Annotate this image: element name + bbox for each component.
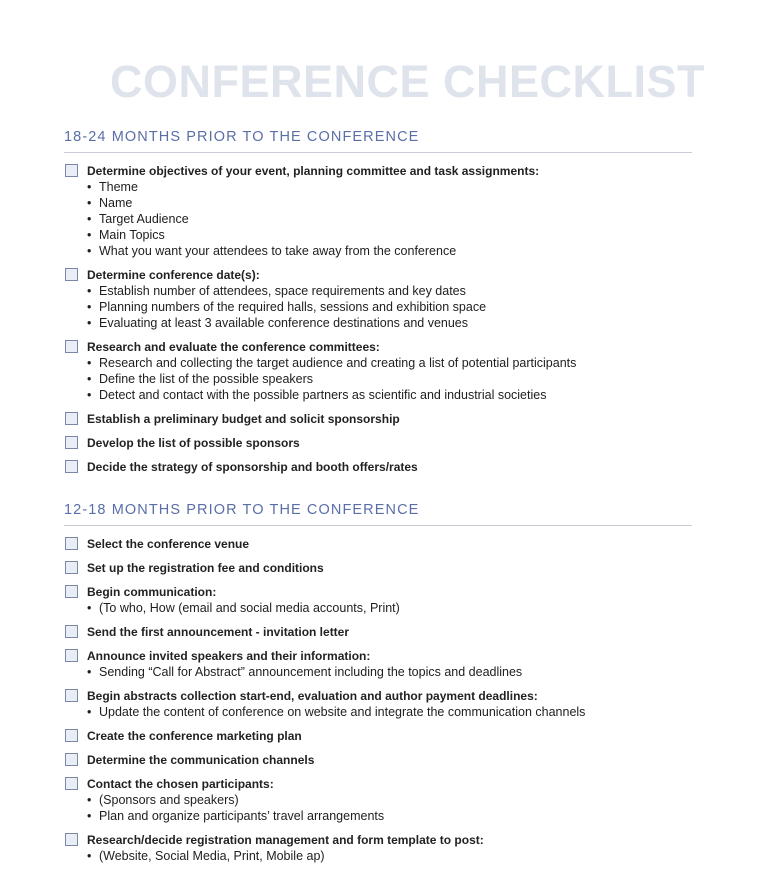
sub-item: [87, 283, 725, 299]
checklist-item-label: Set up the registration fee and conditions: [87, 561, 324, 575]
sub-item-text: Sending “Call for Abstract” announcement including the topics and deadlines: [99, 665, 523, 679]
checklist-item-label: Contact the chosen participants:: [87, 777, 274, 791]
bullet-icon: •: [87, 705, 92, 719]
page-title: CONFERENCE CHECKLIST: [110, 56, 706, 107]
checklist-item-label: Select the conference venue: [87, 537, 250, 551]
checklist-item-label: Decide the strategy of sponsorship and booth offers/rates: [87, 460, 418, 474]
sub-item-text: (To who, How (email and social media accounts, Print): [99, 601, 400, 615]
checklist-item-label: Send the first announcement - invitation letter: [87, 625, 350, 639]
checklist-item: [65, 560, 725, 576]
bullet-icon: •: [87, 388, 92, 402]
bullet-icon: •: [87, 180, 92, 194]
checklist-item-label: Determine objectives of your event, planning committee and task assignments:: [87, 164, 540, 178]
sub-item: [87, 227, 725, 243]
section-items-12-18: [65, 536, 725, 872]
sub-item-text: Evaluating at least 3 available conference destinations and venues: [99, 316, 469, 330]
section-heading-18-24: 18-24 MONTHS PRIOR TO THE CONFERENCE: [64, 128, 692, 153]
checkbox[interactable]: [65, 833, 78, 846]
checklist-item-label: Establish a preliminary budget and solicit sponsorship: [87, 412, 400, 426]
sub-item: [87, 808, 725, 824]
sub-item-list: [87, 179, 725, 259]
sub-item-text: What you want your attendees to take away from the conference: [99, 244, 457, 258]
checklist-item: [65, 459, 725, 475]
sub-item-text: (Website, Social Media, Print, Mobile ap): [99, 849, 325, 863]
sub-item: [87, 355, 725, 371]
checklist-item: [65, 267, 725, 331]
sub-item-text: Name: [99, 196, 133, 210]
sub-item: [87, 792, 725, 808]
sub-item-list: [87, 355, 725, 403]
checklist-item: [65, 776, 725, 824]
sub-item-list: [87, 792, 725, 824]
checkbox[interactable]: [65, 340, 78, 353]
sub-item-text: Define the list of the possible speakers: [99, 372, 314, 386]
sub-item: [87, 211, 725, 227]
checklist-item: [65, 728, 725, 744]
checkbox[interactable]: [65, 689, 78, 702]
sub-item: [87, 704, 725, 720]
checklist-item: [65, 688, 725, 720]
sub-item-list: [87, 848, 725, 864]
checkbox[interactable]: [65, 436, 78, 449]
sub-item-text: Plan and organize participants’ travel arrangements: [99, 809, 385, 823]
bullet-icon: •: [87, 196, 92, 210]
sub-item: [87, 600, 725, 616]
checkbox[interactable]: [65, 412, 78, 425]
checklist-item: [65, 648, 725, 680]
checkbox[interactable]: [65, 585, 78, 598]
sub-item-list: [87, 283, 725, 331]
checklist-item-label: Research and evaluate the conference committees:: [87, 340, 380, 354]
sub-item-list: [87, 600, 725, 616]
section-items-18-24: [65, 163, 725, 483]
checklist-item: [65, 536, 725, 552]
sub-item-list: [87, 704, 725, 720]
bullet-icon: •: [87, 284, 92, 298]
sub-item: [87, 387, 725, 403]
checklist-item-label: Begin communication:: [87, 585, 217, 599]
checkbox[interactable]: [65, 625, 78, 638]
checklist-item: [65, 435, 725, 451]
checkbox[interactable]: [65, 164, 78, 177]
checkbox[interactable]: [65, 729, 78, 742]
checklist-item-label: Develop the list of possible sponsors: [87, 436, 300, 450]
checkbox[interactable]: [65, 460, 78, 473]
sub-item: [87, 299, 725, 315]
sub-item-text: (Sponsors and speakers): [99, 793, 239, 807]
sub-item: [87, 243, 725, 259]
sub-item-text: Establish number of attendees, space requirements and key dates: [99, 284, 466, 298]
sub-item: [87, 179, 725, 195]
checklist-item-label: Create the conference marketing plan: [87, 729, 302, 743]
checklist-item-label: Research/decide registration management and form template to post:: [87, 833, 484, 847]
sub-item-text: Research and collecting the target audience and creating a list of potential participants: [99, 356, 577, 370]
checkbox[interactable]: [65, 753, 78, 766]
sub-item-text: Update the content of conference on website and integrate the communication channels: [99, 705, 586, 719]
sub-item: [87, 848, 725, 864]
bullet-icon: •: [87, 244, 92, 258]
checkbox[interactable]: [65, 561, 78, 574]
bullet-icon: •: [87, 601, 92, 615]
checklist-item-label: Announce invited speakers and their information:: [87, 649, 371, 663]
bullet-icon: •: [87, 316, 92, 330]
sub-item-list: [87, 664, 725, 680]
checkbox[interactable]: [65, 649, 78, 662]
checklist-item-label: Begin abstracts collection start-end, evaluation and author payment deadlines:: [87, 689, 538, 703]
checkbox[interactable]: [65, 537, 78, 550]
checkbox[interactable]: [65, 268, 78, 281]
sub-item-text: Theme: [99, 180, 138, 194]
bullet-icon: •: [87, 809, 92, 823]
bullet-icon: •: [87, 793, 92, 807]
checklist-item-label: Determine conference date(s):: [87, 268, 260, 282]
checklist-item: [65, 832, 725, 864]
checklist-item: [65, 584, 725, 616]
bullet-icon: •: [87, 372, 92, 386]
bullet-icon: •: [87, 356, 92, 370]
sub-item-text: Target Audience: [99, 212, 189, 226]
bullet-icon: •: [87, 300, 92, 314]
bullet-icon: •: [87, 849, 92, 863]
sub-item: [87, 315, 725, 331]
checklist-item: [65, 624, 725, 640]
sub-item-text: Detect and contact with the possible partners as scientific and industrial societies: [99, 388, 547, 402]
checklist-item: [65, 752, 725, 768]
sub-item: [87, 371, 725, 387]
checklist-item: [65, 339, 725, 403]
checklist-item: [65, 163, 725, 259]
sub-item-text: Main Topics: [99, 228, 165, 242]
sub-item-text: Planning numbers of the required halls, sessions and exhibition space: [99, 300, 487, 314]
checklist-item: [65, 411, 725, 427]
checklist-item-label: Determine the communication channels: [87, 753, 315, 767]
checkbox[interactable]: [65, 777, 78, 790]
sub-item: [87, 195, 725, 211]
bullet-icon: •: [87, 665, 92, 679]
sub-item: [87, 664, 725, 680]
section-heading-12-18: 12-18 MONTHS PRIOR TO THE CONFERENCE: [64, 501, 692, 526]
bullet-icon: •: [87, 212, 92, 226]
bullet-icon: •: [87, 228, 92, 242]
